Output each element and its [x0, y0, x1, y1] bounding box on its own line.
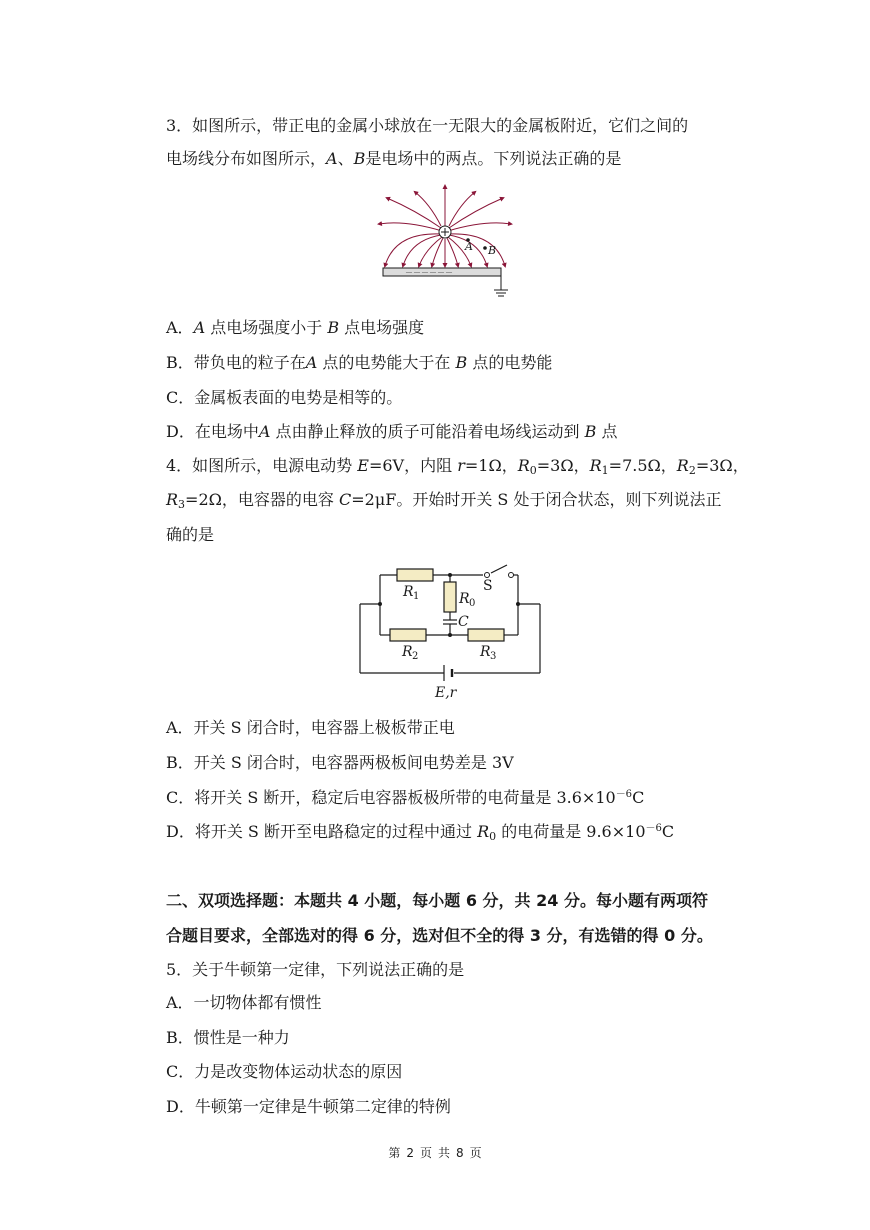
footer-ye2: 页 [469, 1146, 482, 1160]
q3-option-b [166, 353, 552, 373]
q3-point-b-label: B [353, 149, 366, 168]
q4-l2-sub3: 3 [178, 498, 186, 511]
q4-l1-t2: =6V，内阻 [368, 456, 458, 475]
q5-option-d: D．牛顿第一定律是牛顿第二定律的特例 [166, 1097, 451, 1116]
q3-option-a-text1: 点电场强度小于 [205, 318, 328, 337]
page-footer [0, 1144, 870, 1161]
label-r1: R [403, 584, 414, 600]
footer-gong: 共 [438, 1146, 451, 1160]
q4-l1-t4: =3Ω， [536, 456, 590, 475]
q3-stem-sep: 、 [337, 149, 354, 168]
q3-option-a-point2: B [327, 318, 340, 337]
q4-l1-r: r [457, 456, 465, 475]
q4-circuit-figure [355, 560, 545, 705]
q3-option-c: C．金属板表面的电势是相等的。 [166, 388, 403, 407]
q4-l1-sub2: 2 [688, 464, 696, 477]
q3-fig-label-a: A [465, 240, 473, 253]
section2-heading-line2: 合题目要求，全部选对的得 6 分，选对但不全的得 3 分，有选错的得 0 分。 [166, 926, 713, 945]
q4-option-b: B．开关 S 闭合时，电容器两极板间电势差是 3V [166, 753, 514, 772]
label-r2: R [402, 644, 413, 660]
q4-l2-c: C [339, 490, 352, 509]
q4-l2-r3: R [166, 490, 179, 509]
q4-stem-line1 [166, 456, 749, 476]
q4-l1-r2: R [676, 456, 689, 475]
q3-option-a-point1: A [193, 318, 206, 337]
q4-option-d [166, 822, 674, 842]
q4-stem-line2 [166, 490, 721, 510]
q3-fig-label-b: B [488, 244, 497, 257]
resistor-r0 [444, 582, 456, 612]
q4-option-c-text: C．将开关 S 断开，稳定后电容器板极所带的电荷量是 3.6×10 [166, 788, 616, 807]
q3-option-d-text1: 点由静止释放的质子可能沿着电场线运动到 [270, 422, 585, 441]
resistor-r3 [468, 629, 504, 641]
q3-option-d-prefix: D．在电场中 [166, 422, 259, 441]
q4-l1-t5: =7.5Ω， [608, 456, 677, 475]
q4-l1-t3: =1Ω， [464, 456, 518, 475]
q3-option-b-text1: 点的电势能大于在 [317, 353, 456, 372]
section2-heading-line1: 二、双项选择题：本题共 4 小题，每小题 6 分，共 24 分。每小题有两项符 [166, 891, 708, 910]
q4-l2-t2: =2μF。开始时开关 S 处于闭合状态，则下列说法正 [351, 490, 722, 509]
footer-di: 第 [388, 1146, 401, 1160]
q4-l1-sub0: 0 [529, 464, 537, 477]
q4-option-d-sub: 0 [489, 830, 497, 843]
q4-l1-r0: R [517, 456, 530, 475]
resistor-r1 [397, 569, 433, 581]
switch-icon [485, 573, 490, 578]
q4-l2-t1: =2Ω，电容器的电容 [185, 490, 339, 509]
q4-l1-sub1: 1 [601, 464, 609, 477]
q4-option-c-unit: C [632, 788, 645, 807]
q4-l1-r1: R [589, 456, 602, 475]
label-r0-sub: 0 [469, 598, 476, 609]
q4-l1-t1: 4．如图所示，电源电动势 [166, 456, 358, 475]
label-r2-sub: 2 [412, 651, 419, 662]
q4-option-c [166, 788, 644, 808]
q4-stem-line3: 确的是 [166, 525, 215, 544]
q3-point-b [483, 246, 487, 250]
footer-ye: 页 [419, 1146, 432, 1160]
q3-stem-line2 [166, 149, 621, 169]
q3-option-d-point2: B [584, 422, 597, 441]
q3-stem-line1: 3．如图所示，带正电的金属小球放在一无限大的金属板附近，它们之间的 [166, 116, 689, 135]
q3-option-d-text2: 点 [596, 422, 618, 441]
q4-option-d-r: R [477, 822, 490, 841]
resistor-r2 [390, 629, 426, 641]
label-r1-sub: 1 [413, 591, 420, 602]
q3-field-figure [375, 182, 525, 302]
q3-option-a-text2: 点电场强度 [339, 318, 425, 337]
footer-page-number: 2 [406, 1146, 414, 1160]
q3-option-b-prefix: B．带负电的粒子在 [166, 353, 306, 372]
q3-option-d-point1: A [258, 422, 271, 441]
q3-option-d [166, 422, 617, 442]
q4-l1-e: E [357, 456, 369, 475]
q3-stem-text-a: 电场线分布如图所示， [166, 149, 327, 168]
label-r3-sub: 3 [490, 651, 497, 662]
label-source: E,r [435, 685, 457, 701]
q4-option-d-unit: C [661, 822, 675, 841]
q3-option-b-text2: 点的电势能 [467, 353, 553, 372]
q3-point-a-label: A [326, 149, 338, 168]
q4-option-a: A．开关 S 闭合时，电容器上极板带正电 [166, 718, 455, 737]
q3-stem-text-b: 是电场中的两点。下列说法正确的是 [365, 149, 622, 168]
q5-option-c: C．力是改变物体运动状态的原因 [166, 1062, 403, 1081]
q3-option-b-point2: B [455, 353, 468, 372]
q5-stem: 5．关于牛顿第一定律，下列说法正确的是 [166, 960, 465, 979]
q4-l1-t6: =3Ω， [695, 456, 749, 475]
q4-option-d-exp: －6 [645, 823, 662, 834]
q3-plate-charges: －－－－－－ [405, 268, 453, 277]
q5-option-b: B．惯性是一种力 [166, 1028, 290, 1047]
q3-option-b-point1: A [305, 353, 318, 372]
label-s: S [483, 578, 493, 594]
q4-option-d-text2: 的电荷量是 9.6×10 [496, 822, 646, 841]
q4-option-d-text1: D．将开关 S 断开至电路稳定的过程中通过 [166, 822, 478, 841]
label-r3: R [480, 644, 491, 660]
q5-option-a: A．一切物体都有惯性 [166, 993, 322, 1012]
q3-option-a [166, 318, 424, 338]
label-c: C [458, 614, 469, 630]
label-r0: R [459, 591, 470, 607]
footer-total-pages: 8 [456, 1146, 464, 1160]
q4-option-c-exp: －6 [615, 789, 633, 800]
q3-option-a-prefix: A． [166, 318, 194, 337]
